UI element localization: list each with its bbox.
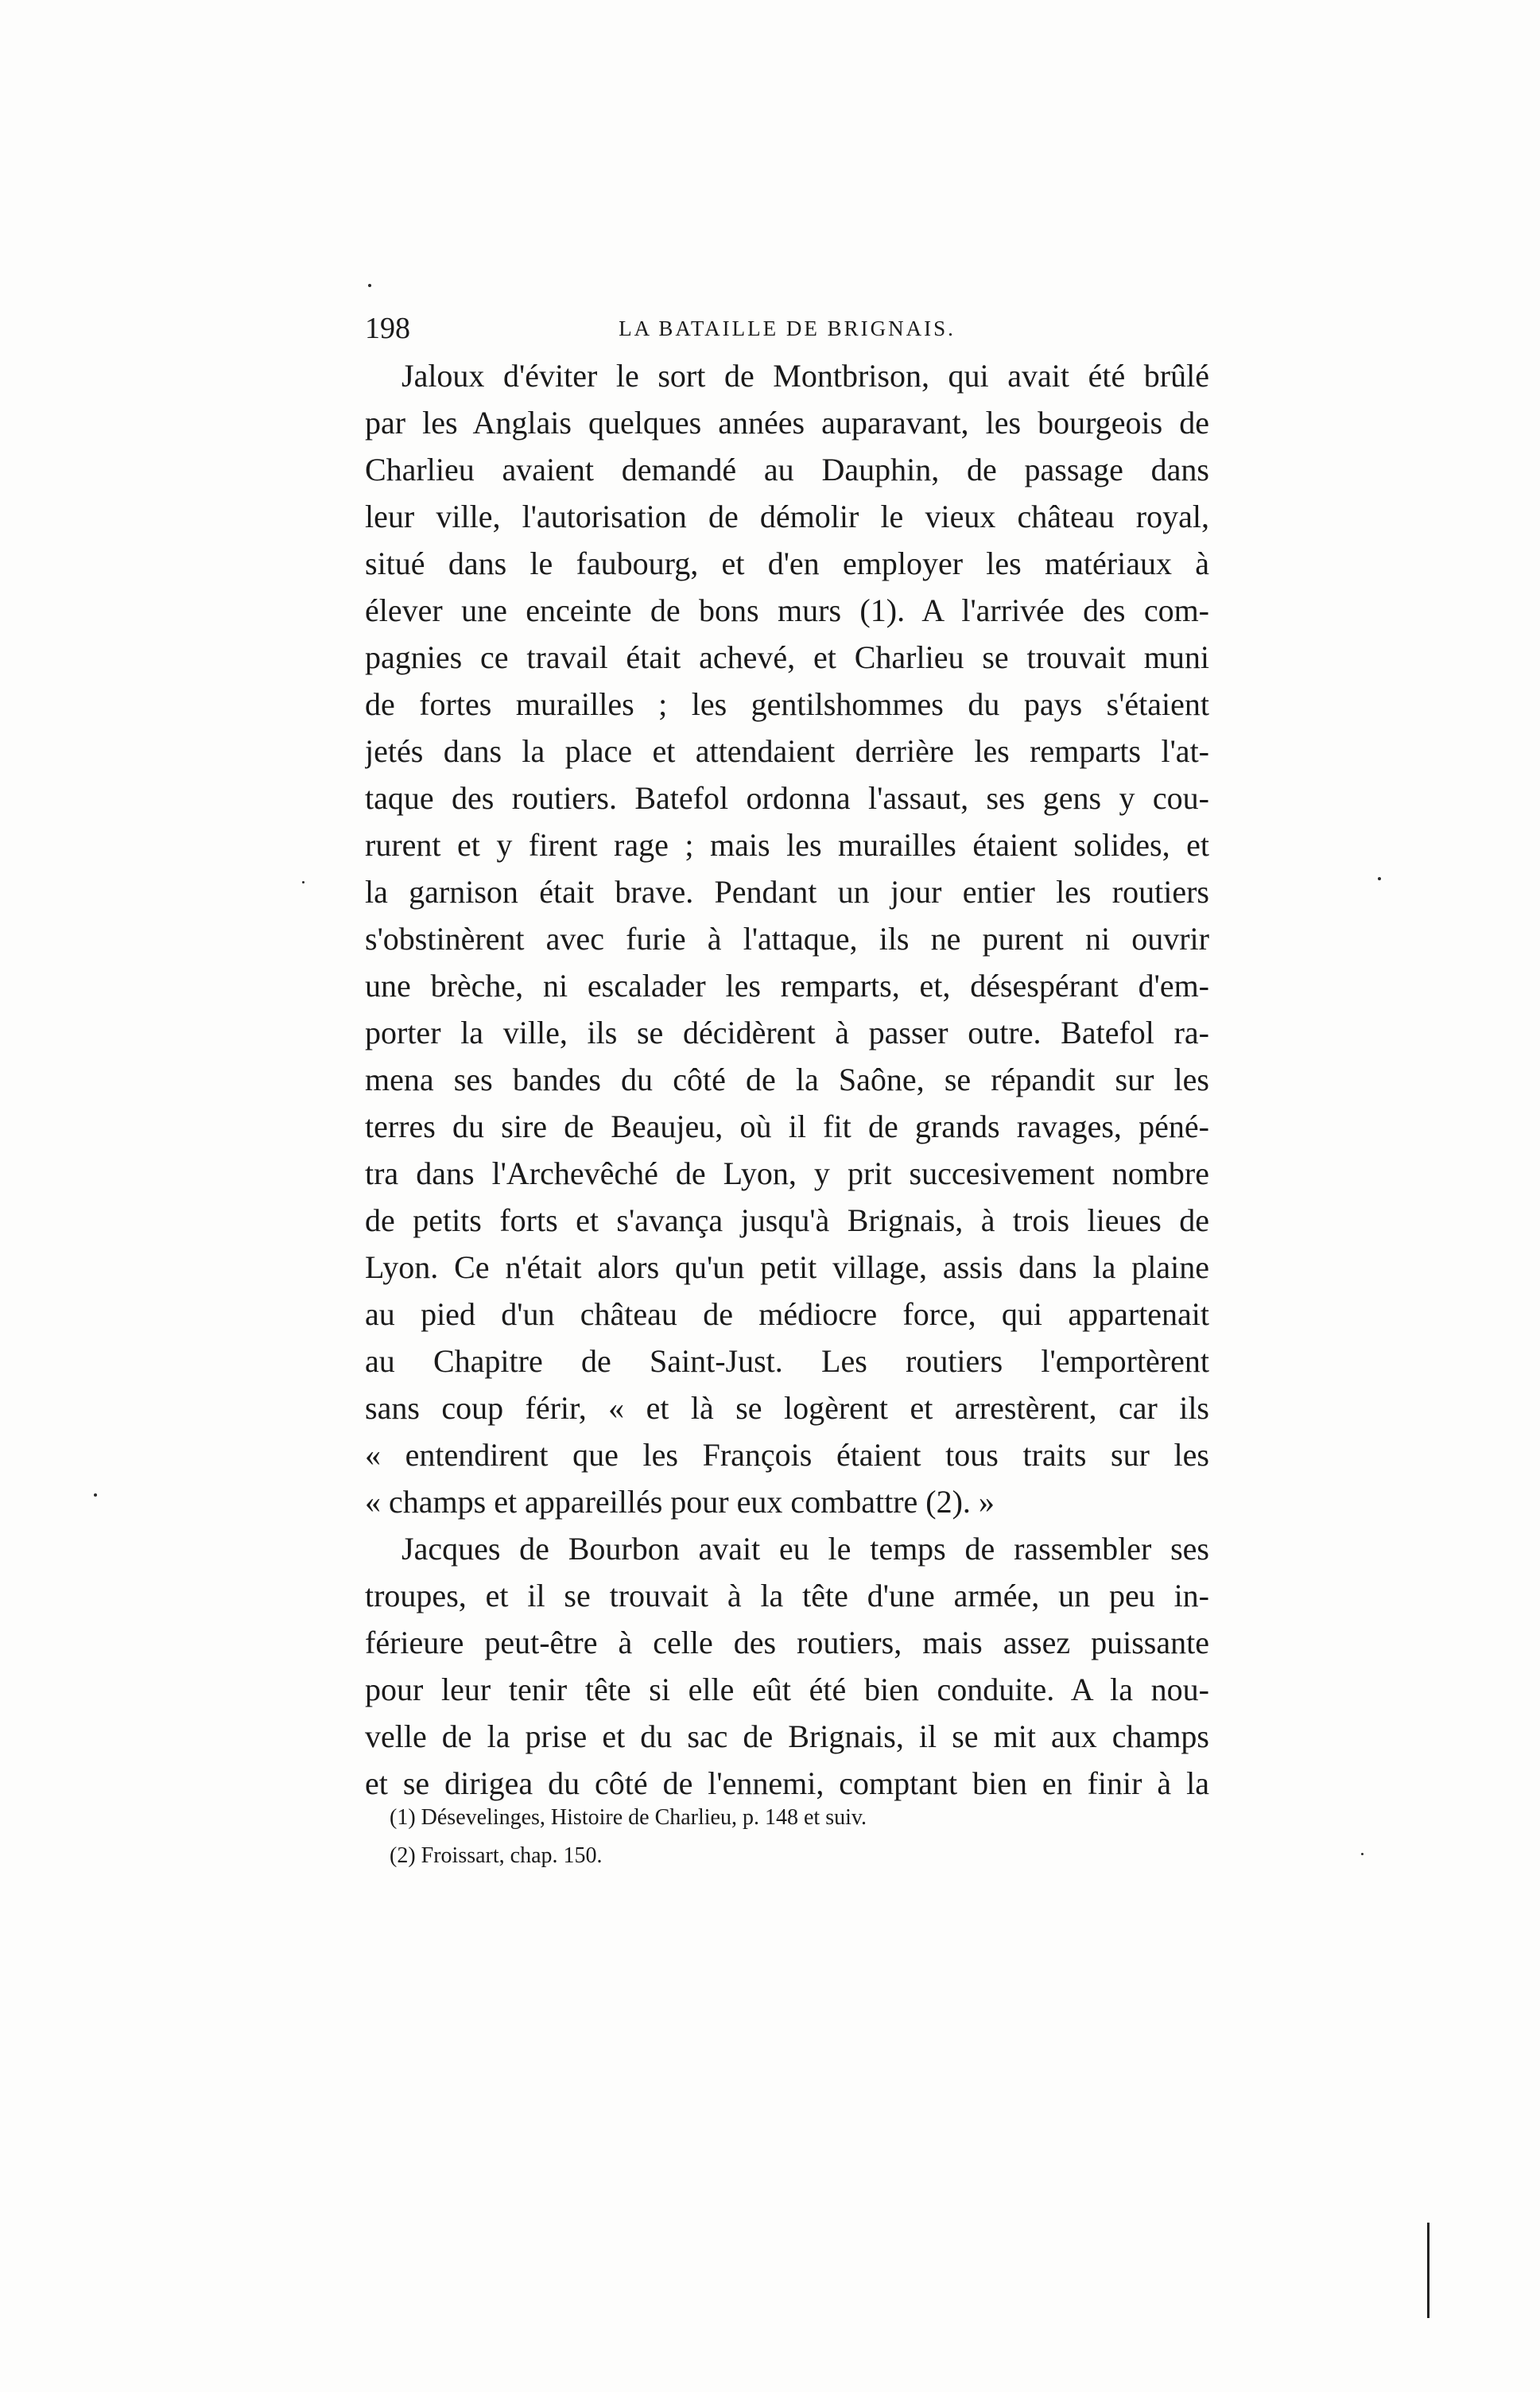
text-line: au pied d'un château de médiocre force, qui appartenait (365, 1296, 1209, 1332)
text-line: la garnison était brave. Pendant un jour entier les routiers (365, 874, 1209, 910)
text-line: une brèche, ni escalader les remparts, et, désespérant d'em- (365, 968, 1209, 1004)
text-line: sans coup férir, « et là se logèrent et arrestèrent, car ils (365, 1390, 1209, 1426)
scan-speck (1378, 877, 1381, 880)
text-line: « champs et appareillés pour eux combattre (2). » (365, 1484, 995, 1520)
text-line: terres du sire de Beaujeu, où il fit de grands ravages, péné- (365, 1109, 1209, 1144)
text-line: pour leur tenir tête si elle eût été bien conduite. A la nou- (365, 1672, 1209, 1707)
text-line: élever une enceinte de bons murs (1). A l'arrivée des com- (365, 592, 1209, 628)
text-line: Jacques de Bourbon avait eu le temps de rassembler ses (401, 1531, 1209, 1567)
margin-mark (1427, 2223, 1429, 2318)
text-line: tra dans l'Archevêché de Lyon, y prit succesivement nombre (365, 1155, 1209, 1191)
text-line: de fortes murailles ; les gentilshommes du pays s'étaient (365, 686, 1209, 722)
text-line: par les Anglais quelques années auparavant, les bourgeois de (365, 405, 1209, 441)
text-line: jetés dans la place et attendaient derrière les remparts l'at- (365, 733, 1209, 769)
text-line: taque des routiers. Batefol ordonna l'assaut, ses gens y cou- (365, 780, 1209, 816)
body-text (365, 352, 1209, 1807)
text-line: « entendirent que les François étaient tous traits sur les (365, 1437, 1209, 1473)
scan-speck (1361, 1853, 1364, 1855)
footnote: (1) Désevelinges, Histoire de Charlieu, p. 148 et suiv. (390, 1805, 867, 1830)
text-line: de petits forts et s'avança jusqu'à Brignais, à trois lieues de (365, 1202, 1209, 1238)
text-line: situé dans le faubourg, et d'en employer les matériaux à (365, 546, 1209, 581)
text-line: porter la ville, ils se décidèrent à passer outre. Batefol ra- (365, 1015, 1209, 1050)
text-line: au Chapitre de Saint-Just. Les routiers l'emportèrent (365, 1343, 1209, 1379)
scan-speck (302, 881, 305, 883)
text-line: s'obstinèrent avec furie à l'attaque, ils ne purent ni ouvrir (365, 921, 1209, 957)
text-line: leur ville, l'autorisation de démolir le vieux château royal, (365, 499, 1209, 534)
text-line: férieure peut-être à celle des routiers, mais assez puissante (365, 1625, 1209, 1660)
footnote: (2) Froissart, chap. 150. (390, 1843, 603, 1868)
text-line: Jaloux d'éviter le sort de Montbrison, qui avait été brûlé (401, 358, 1209, 394)
text-line: pagnies ce travail était achevé, et Charlieu se trouvait muni (365, 639, 1209, 675)
scan-speck (368, 284, 371, 287)
footnotes (390, 1799, 1185, 1875)
text-line: mena ses bandes du côté de la Saône, se répandit sur les (365, 1062, 1209, 1097)
text-line: et se dirigea du côté de l'ennemi, comptant bien en finir à la (365, 1765, 1209, 1801)
page-number: 198 (365, 312, 410, 345)
running-title: LA BATAILLE DE BRIGNAIS. (619, 316, 956, 340)
page-header (365, 309, 1209, 348)
text-line: troupes, et il se trouvait à la tête d'une armée, un peu in- (365, 1578, 1209, 1613)
text-line: velle de la prise et du sac de Brignais, il se mit aux champs (365, 1718, 1209, 1754)
text-line: Charlieu avaient demandé au Dauphin, de passage dans (365, 452, 1209, 487)
scan-speck (94, 1493, 97, 1497)
text-line: Lyon. Ce n'était alors qu'un petit village, assis dans la plaine (365, 1249, 1209, 1285)
text-line: rurent et y firent rage ; mais les murailles étaient solides, et (365, 827, 1209, 863)
